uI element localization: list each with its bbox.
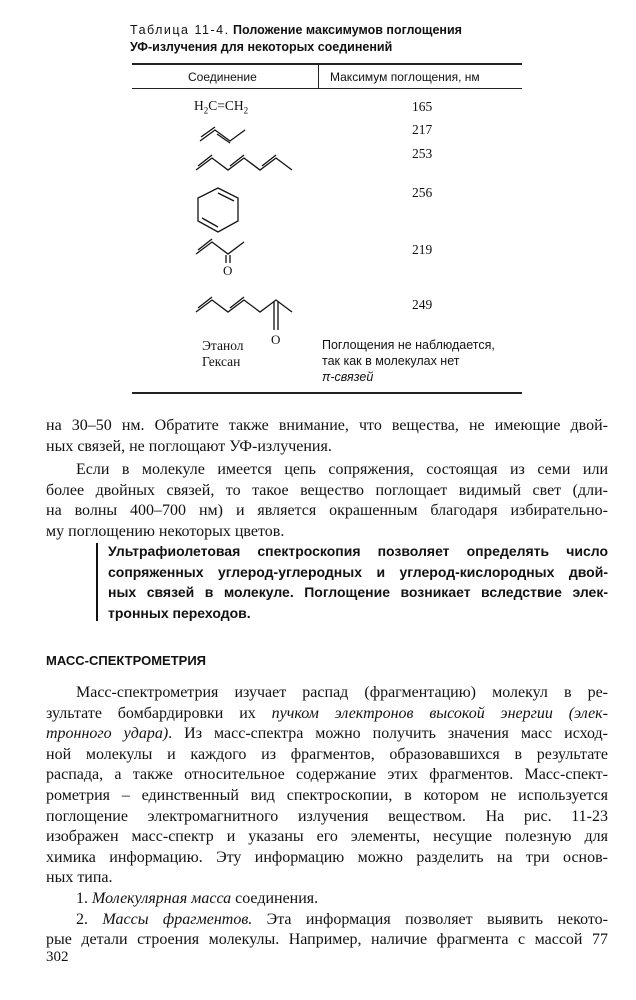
section-title: МАСС-СПЕКТРОМЕТРИЯ [46, 653, 207, 668]
ethylene-formula: $H_2C=CH_2$ [194, 98, 249, 116]
p3-line3-b: . Из масс-спектра можно получить значения масс исход- [168, 725, 608, 743]
solvent-hexane: Гексан [202, 354, 241, 369]
value-ethylene: 165 [412, 99, 433, 114]
cyclohexadiene-structure [198, 188, 238, 232]
hl-line3: ных связей в молекуле. Поглощение возникает вследствие элек- [108, 584, 608, 600]
table-note-line2: так как в молекулах нет [322, 354, 460, 368]
value-butadiene: 217 [412, 122, 433, 137]
item1-num: 1. [76, 889, 92, 907]
p1-line2: ных связей, не поглощают УФ-излучения. [46, 437, 332, 455]
item2-num: 2. [76, 910, 103, 928]
paragraph-2 [46, 460, 608, 542]
p3-line9: химика информацию. Эту информацию можно разделить на три основ- [46, 848, 608, 866]
structure-drawings [0, 0, 636, 400]
paragraph-1 [46, 416, 608, 457]
table-note [322, 337, 532, 385]
p3-line2-a: зультате бомбардировки их [46, 704, 272, 722]
list-item-2-line2: рые детали строения молекулы. Например, наличие фрагмента с массой 77 [46, 931, 608, 949]
item2-rest: Эта информация позволяет выявить некото- [252, 910, 609, 928]
p2-line2: более двойных связей, то такое вещество поглощает видимый свет (дли- [46, 481, 608, 499]
item1-rest: соединения. [231, 889, 319, 907]
p3-line8: изображен масс-спектр и указаны его элементы, несущие полезную для [46, 828, 608, 846]
paragraph-3 [46, 683, 608, 951]
item1-italic: Молекулярная масса [92, 889, 232, 907]
p3-line5: распада, а также относительное содержание этих фрагментов. Масс-спект- [46, 766, 608, 784]
p3-line6: рометрия – единственный вид спектроскопии, в котором не используется [46, 786, 608, 804]
table-caption-line2: УФ-излучения для некоторых соединений [130, 40, 393, 54]
table-caption-line1: Положение максимумов поглощения [233, 23, 462, 37]
highlight-summary [108, 541, 608, 623]
butadiene-structure [200, 127, 245, 143]
p3-line7: поглощение электромагнитного излучения веществом. На рис. 11-23 [46, 807, 608, 825]
hl-line1: Ультрафиолетовая спектроскопия позволяет определять число [108, 543, 608, 559]
list-item-2 [46, 910, 608, 931]
table-header-max: Максимум поглощения, нм [330, 70, 480, 84]
item2-italic: Массы фрагментов. [102, 910, 253, 928]
table-bottom-rule [132, 392, 522, 394]
p2-line4: му поглощению некоторых цветов. [46, 522, 285, 540]
p3-line10: ных типа. [46, 869, 113, 887]
list-item-1 [46, 889, 608, 910]
value-methyl-vinyl-ketone: 219 [412, 242, 433, 257]
p3-line2-italic: пучком электронов высокой энергии (элек- [271, 704, 608, 722]
p2-line1: Если в молекуле имеется цепь сопряжения, состоящая из семи или [76, 461, 608, 478]
p1-line1: на 30–50 нм. Обратите также внимание, что вещества, не имеющие двой- [46, 417, 608, 434]
value-hexatriene: 253 [412, 146, 433, 161]
methyl-vinyl-ketone-structure [196, 239, 244, 278]
hl-line4: тронных переходов. [108, 604, 251, 621]
value-cyclohexadiene: 256 [412, 185, 433, 200]
page-number: 302 [46, 949, 69, 965]
hexatriene-structure [196, 155, 292, 170]
carbonyl-o-label: O [223, 263, 233, 278]
p3-line4: ной молекулы и каждого из фрагментов, образовавшихся в результате [46, 745, 608, 763]
p3-line1: Масс-спектрометрия изучает распад (фрагментацию) молекул в ре- [76, 684, 608, 701]
table-note-line1: Поглощения не наблюдается, [322, 338, 495, 352]
dienone-o-label: O [271, 332, 281, 347]
solvent-ethanol: Этанол [202, 338, 244, 353]
p3-line2 [46, 704, 608, 725]
p3-line3-italic: тронного удара) [46, 725, 169, 743]
hl-line2: сопряженных углерод-углеродных и углерод-кислородных двой- [108, 563, 608, 580]
highlight-bar [96, 543, 98, 621]
p2-line3: на волны 400–700 нм) и является окрашенным благодаря избирательно- [46, 502, 608, 520]
table-caption-label: Таблица 11-4. [130, 23, 230, 37]
table-header-compound: Соединение [188, 70, 257, 84]
p3-line3 [46, 724, 608, 745]
table-note-line3: π-связей [322, 370, 374, 384]
value-dienone: 249 [412, 297, 433, 312]
